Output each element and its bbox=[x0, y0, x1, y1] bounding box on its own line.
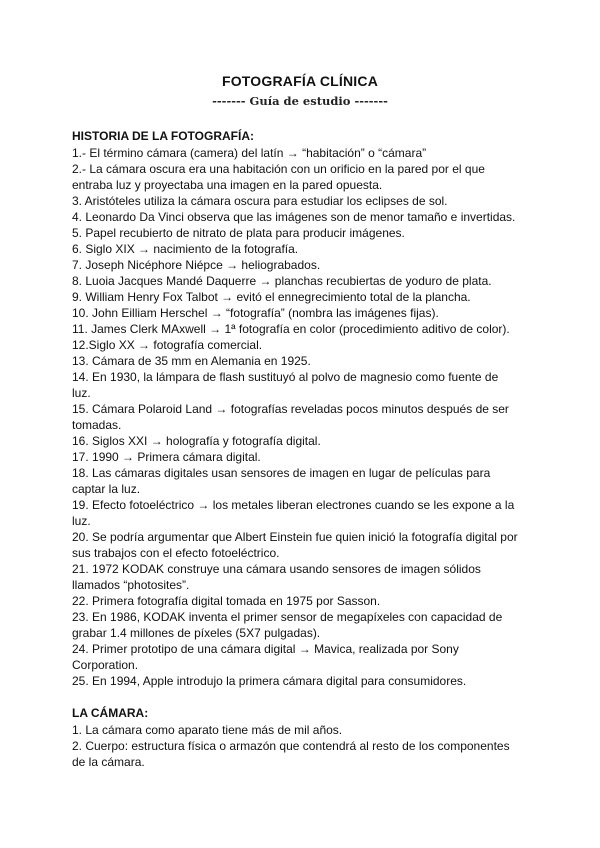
text-line: grabar 1.4 millones de píxeles (5X7 pulgadas). bbox=[72, 626, 321, 640]
text-line: 8. Luoia Jacques Mandé Daquerre → planchas recubiertas de yoduro de plata. bbox=[72, 274, 492, 288]
text-line: 16. Siglos XXI → holografía y fotografía digital. bbox=[72, 434, 321, 448]
text-line: 12.Siglo XX → fotografía comercial. bbox=[72, 338, 263, 352]
text-line: llamados “photosites”. bbox=[72, 578, 190, 592]
text-line: de la cámara. bbox=[72, 755, 145, 769]
text-line: 7. Joseph Nicéphore Niépce → heliograbados. bbox=[72, 258, 321, 272]
text-line: 21. 1972 KODAK construye una cámara usando sensores de imagen sólidos bbox=[72, 562, 481, 576]
text-line: 19. Efecto fotoeléctrico → los metales liberan electrones cuando se les expone a la bbox=[72, 498, 515, 512]
document-subtitle: ------- Guía de estudio ------- bbox=[212, 94, 388, 108]
text-line: 13. Cámara de 35 mm en Alemania en 1925. bbox=[72, 354, 311, 368]
section-lines-camara bbox=[72, 722, 532, 770]
section-heading-camara: LA CÁMARA: bbox=[72, 706, 149, 720]
text-line: 1.- El término cámara (camera) del latín → “habitación” o “cámara” bbox=[72, 146, 427, 160]
text-line: 18. Las cámaras digitales usan sensores de imagen en lugar de películas para bbox=[72, 466, 491, 480]
text-line: sus trabajos con el efecto fotoeléctrico. bbox=[72, 546, 280, 560]
text-line: tomadas. bbox=[72, 418, 122, 432]
text-line: 14. En 1930, la lámpara de flash sustituyó al polvo de magnesio como fuente de bbox=[72, 370, 499, 384]
text-line: 22. Primera fotografía digital tomada en 1975 por Sasson. bbox=[72, 594, 381, 608]
text-line: 4. Leonardo Da Vinci observa que las imágenes son de menor tamaño e invertidas. bbox=[72, 210, 516, 224]
text-line: 15. Cámara Polaroid Land → fotografías reveladas pocos minutos después de ser bbox=[72, 402, 509, 416]
text-line: 25. En 1994, Apple introdujo la primera cámara digital para consumidores. bbox=[72, 674, 467, 688]
section-heading-historia: HISTORIA DE LA FOTOGRAFÍA: bbox=[72, 129, 254, 143]
text-line: 11. James Clerk MAxwell → 1ª fotografía en color (procedimiento aditivo de color). bbox=[72, 322, 510, 336]
text-line: 9. William Henry Fox Talbot → evitó el ennegrecimiento total de la plancha. bbox=[72, 290, 471, 304]
text-line: captar la luz. bbox=[72, 482, 141, 496]
text-line: 6. Siglo XIX → nacimiento de la fotografía. bbox=[72, 242, 299, 256]
text-line: 10. John Eilliam Herschel → “fotografía” (nombra las imágenes fijas). bbox=[72, 306, 439, 320]
section-lines-historia bbox=[72, 145, 532, 689]
text-line: entraba luz y proyectaba una imagen en la pared opuesta. bbox=[72, 178, 383, 192]
text-line: 3. Aristóteles utiliza la cámara oscura para estudiar los eclipses de sol. bbox=[72, 194, 448, 208]
text-line: Corporation. bbox=[72, 658, 139, 672]
text-line: 20. Se podría argumentar que Albert Einstein fue quien inició la fotografía digital por bbox=[72, 530, 518, 544]
text-line: 23. En 1986, KODAK inventa el primer sensor de megapíxeles con capacidad de bbox=[72, 610, 503, 624]
text-line: 5. Papel recubierto de nitrato de plata para producir imágenes. bbox=[72, 226, 405, 240]
text-line: 2.- La cámara oscura era una habitación con un orificio en la pared por el que bbox=[72, 162, 485, 176]
text-line: luz. bbox=[72, 386, 91, 400]
text-line: 2. Cuerpo: estructura física o armazón que contendrá al resto de los componentes bbox=[72, 739, 510, 753]
text-line: 24. Primer prototipo de una cámara digital → Mavica, realizada por Sony bbox=[72, 642, 459, 656]
text-line: luz. bbox=[72, 514, 91, 528]
document-title: FOTOGRAFÍA CLÍNICA bbox=[221, 73, 379, 89]
text-line: 17. 1990 → Primera cámara digital. bbox=[72, 450, 261, 464]
text-line: 1. La cámara como aparato tiene más de mil años. bbox=[72, 723, 343, 737]
